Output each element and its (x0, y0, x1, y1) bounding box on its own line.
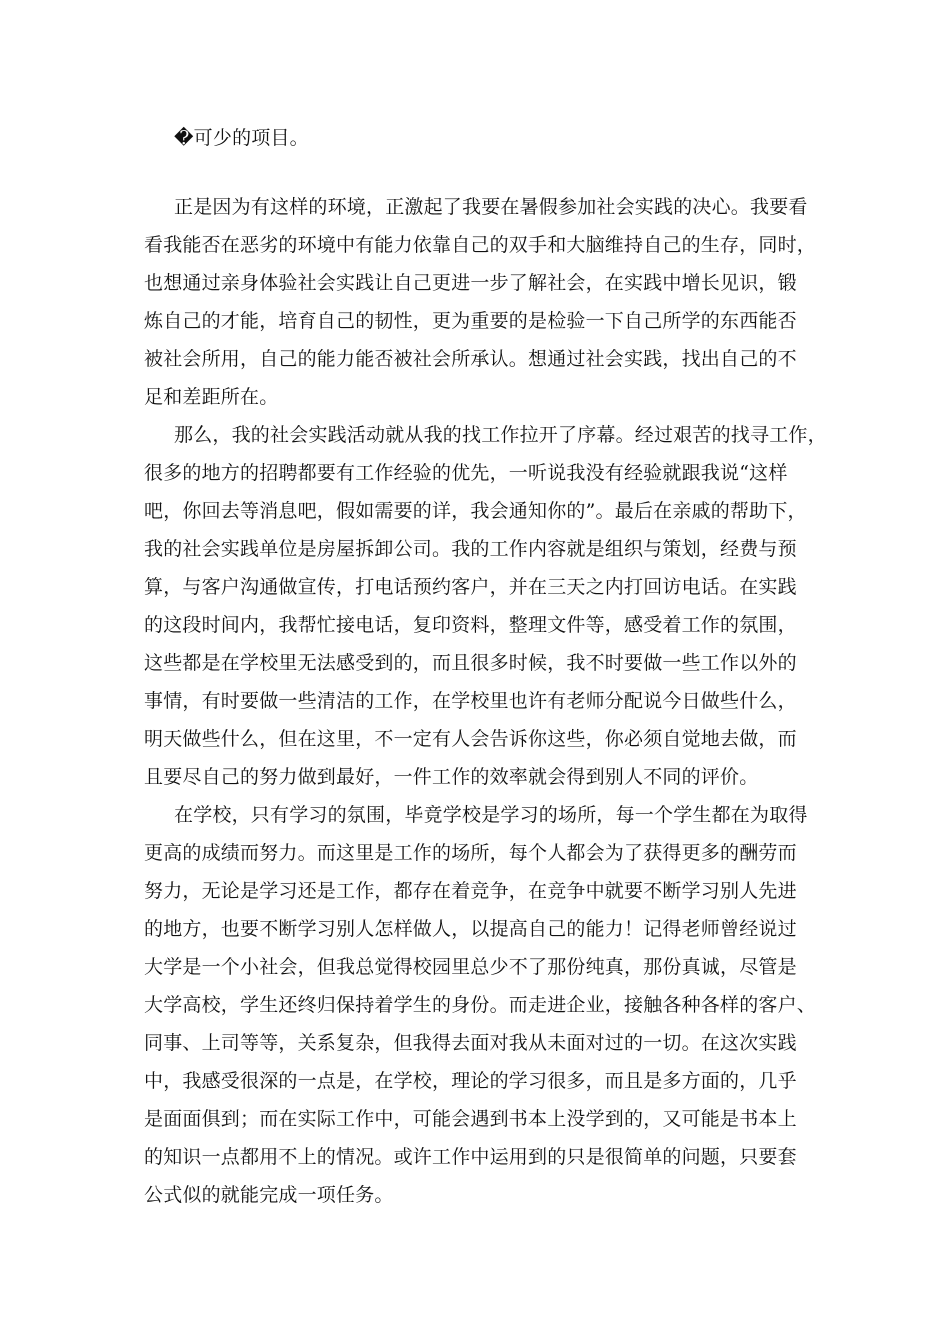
paragraph-start-line: 正是因为有这样的环境，正激起了我要在暑假参加社会实践的决心。我要看 (174, 196, 808, 218)
text-line: 足和差距所在。 (144, 386, 279, 408)
text-line: 很多的地方的招聘都要有工作经验的优先，一听说我没有经验就跟我说“这样 (144, 462, 788, 484)
text-line: 是面面俱到；而在实际工作中，可能会遇到书本上没学到的，又可能是书本上 (144, 1108, 797, 1130)
text-line: 中，我感受很深的一点是，在学校，理论的学习很多，而且是多方面的，几乎 (144, 1070, 797, 1092)
text-line: 事情，有时要做一些清洁的工作，在学校里也许有老师分配说今日做些什么， (144, 690, 797, 712)
text-line: 同事、上司等等，关系复杂，但我得去面对我从未面对过的一切。在这次实践 (144, 1032, 797, 1054)
paragraph-start-line: 在学校，只有学习的氛围，毕竟学校是学习的场所，每一个学生都在为取得 (174, 804, 808, 826)
text-line: 的这段时间内，我帮忙接电话，复印资料，整理文件等，感受着工作的氛围， (144, 614, 797, 636)
text-line: 大学是一个小社会，但我总觉得校园里总少不了那份纯真，那份真诚，尽管是 (144, 956, 797, 978)
text-line: 且要尽自己的努力做到最好，一件工作的效率就会得到别人不同的评价。 (144, 766, 759, 788)
text-line: 的知识一点都用不上的情况。或许工作中运用到的只是很简单的问题，只要套 (144, 1146, 797, 1168)
text-line: 努力，无论是学习还是工作，都存在着竞争，在竞争中就要不断学习别人先进 (144, 880, 797, 902)
text-line: 我的社会实践单位是房屋拆卸公司。我的工作内容就是组织与策划，经费与预 (144, 538, 797, 560)
text-line: �可少的项目。 (174, 127, 309, 149)
text-line: 看我能否在恶劣的环境中有能力依靠自己的双手和大脑维持自己的生存，同时， (144, 234, 817, 256)
text-line: 也想通过亲身体验社会实践让自己更进一步了解社会，在实践中增长见识，锻 (144, 272, 797, 294)
text-line: 这些都是在学校里无法感受到的，而且很多时候，我不时要做一些工作以外的 (144, 652, 797, 674)
text-line: 明天做些什么，但在这里，不一定有人会告诉你这些，你必须自觉地去做，而 (144, 728, 797, 750)
text-line: 被社会所用，自己的能力能否被社会所承认。想通过社会实践，找出自己的不 (144, 348, 797, 370)
text-line: 更高的成绩而努力。而这里是工作的场所，每个人都会为了获得更多的酬劳而 (144, 842, 797, 864)
text-line: 的地方，也要不断学习别人怎样做人，以提高自己的能力！记得老师曾经说过 (144, 918, 797, 940)
text-line: 吧，你回去等消息吧，假如需要的详，我会通知你的”。最后在亲戚的帮助下， (144, 500, 807, 522)
text-line: 大学高校，学生还终归保持着学生的身份。而走进企业，接触各种各样的客户、 (144, 994, 817, 1016)
text-line: 炼自己的才能，培育自己的韧性，更为重要的是检验一下自己所学的东西能否 (144, 310, 797, 332)
text-line: 算，与客户沟通做宣传，打电话预约客户，并在三天之内打回访电话。在实践 (144, 576, 797, 598)
paragraph-start-line: 那么，我的社会实践活动就从我的找工作拉开了序幕。经过艰苦的找寻工作， (174, 424, 827, 446)
text-line: 公式似的就能完成一项任务。 (144, 1184, 394, 1206)
